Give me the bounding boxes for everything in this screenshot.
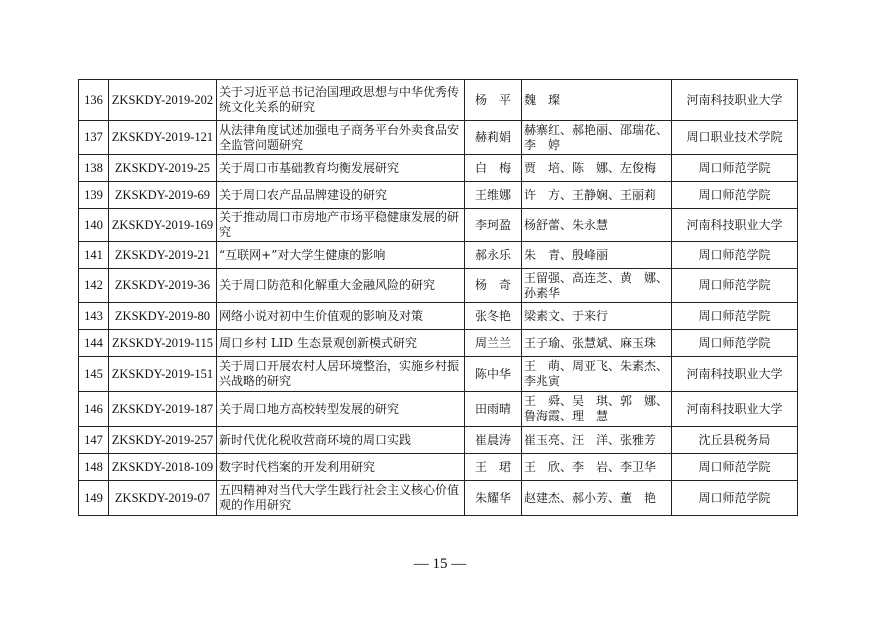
- cell-project-title: 关于周口开展农村人居环境整治，实施乡村振兴战略的研究: [217, 357, 465, 392]
- project-table: [78, 79, 798, 516]
- cell-project-title: 新时代优化税收营商环境的周口实践: [217, 427, 465, 454]
- cell-unit: 周口师范学院: [672, 242, 798, 269]
- cell-unit: 沈丘县税务局: [672, 427, 798, 454]
- cell-project-title: 数字时代档案的开发利用研究: [217, 454, 465, 481]
- cell-leader: 陈中华: [465, 357, 522, 392]
- cell-project-title: 关于习近平总书记治国理政思想与中华优秀传统文化关系的研究: [217, 80, 465, 121]
- cell-project-code: ZKSKDY-2019-151: [109, 357, 217, 392]
- cell-project-code: ZKSKDY-2018-109: [109, 454, 217, 481]
- cell-members: 王 欣、李 岩、李卫华: [522, 454, 672, 481]
- table-row: [79, 182, 798, 209]
- cell-leader: 赫莉娟: [465, 121, 522, 155]
- cell-unit: 周口师范学院: [672, 454, 798, 481]
- table-row: [79, 481, 798, 516]
- cell-project-title: 从法律角度试述加强电子商务平台外卖食品安全监管问题研究: [217, 121, 465, 155]
- cell-project-code: ZKSKDY-2019-115: [109, 330, 217, 357]
- cell-project-title: 关于周口地方高校转型发展的研究: [217, 392, 465, 427]
- cell-number: 136: [79, 80, 109, 121]
- cell-unit: 河南科技职业大学: [672, 357, 798, 392]
- cell-members: 王留强、高连芝、黄 娜、孙素华: [522, 269, 672, 303]
- cell-members: 赵建杰、郝小芳、董 艳: [522, 481, 672, 516]
- cell-project-title: 网络小说对初中生价值观的影响及对策: [217, 303, 465, 330]
- table-row: [79, 242, 798, 269]
- cell-project-code: ZKSKDY-2019-202: [109, 80, 217, 121]
- cell-members: 魏 璨: [522, 80, 672, 121]
- cell-members: 王 萌、周亚飞、朱素杰、李兆寅: [522, 357, 672, 392]
- cell-leader: 朱耀华: [465, 481, 522, 516]
- cell-project-title: 关于周口市基础教育均衡发展研究: [217, 155, 465, 182]
- table-row: [79, 330, 798, 357]
- cell-members: 赫寨红、郝艳丽、邵瑞花、李 婷: [522, 121, 672, 155]
- cell-unit: 河南科技职业大学: [672, 209, 798, 242]
- table-row: [79, 357, 798, 392]
- cell-leader: 张冬艳: [465, 303, 522, 330]
- cell-project-code: ZKSKDY-2019-07: [109, 481, 217, 516]
- cell-project-code: ZKSKDY-2019-121: [109, 121, 217, 155]
- cell-unit: 周口师范学院: [672, 269, 798, 303]
- cell-leader: 王 珺: [465, 454, 522, 481]
- table-body: [79, 80, 798, 516]
- cell-unit: 周口师范学院: [672, 481, 798, 516]
- cell-project-code: ZKSKDY-2019-257: [109, 427, 217, 454]
- cell-unit: 河南科技职业大学: [672, 392, 798, 427]
- cell-number: 143: [79, 303, 109, 330]
- cell-leader: 郝永乐: [465, 242, 522, 269]
- cell-project-title: 关于推动周口市房地产市场平稳健康发展的研究: [217, 209, 465, 242]
- cell-members: 崔玉亮、汪 洋、张雅芳: [522, 427, 672, 454]
- cell-unit: 周口师范学院: [672, 182, 798, 209]
- cell-unit: 周口师范学院: [672, 330, 798, 357]
- cell-leader: 崔晨涛: [465, 427, 522, 454]
- table-row: [79, 121, 798, 155]
- table-row: [79, 80, 798, 121]
- cell-number: 148: [79, 454, 109, 481]
- cell-leader: 李珂盈: [465, 209, 522, 242]
- cell-project-code: ZKSKDY-2019-187: [109, 392, 217, 427]
- cell-unit: 周口师范学院: [672, 303, 798, 330]
- cell-leader: 田雨晴: [465, 392, 522, 427]
- cell-members: 贾 培、陈 娜、左俊梅: [522, 155, 672, 182]
- cell-number: 140: [79, 209, 109, 242]
- cell-number: 145: [79, 357, 109, 392]
- cell-members: 朱 青、殷峰丽: [522, 242, 672, 269]
- cell-project-code: ZKSKDY-2019-36: [109, 269, 217, 303]
- table-row: [79, 209, 798, 242]
- cell-unit: 河南科技职业大学: [672, 80, 798, 121]
- cell-members: 王子瑜、张慧斌、麻玉珠: [522, 330, 672, 357]
- cell-number: 149: [79, 481, 109, 516]
- cell-project-code: ZKSKDY-2019-69: [109, 182, 217, 209]
- cell-project-title: “互联网+”对大学生健康的影响: [217, 242, 465, 269]
- cell-number: 137: [79, 121, 109, 155]
- cell-project-code: ZKSKDY-2019-21: [109, 242, 217, 269]
- table-row: [79, 427, 798, 454]
- cell-project-code: ZKSKDY-2019-25: [109, 155, 217, 182]
- cell-project-title: 关于周口农产品品牌建设的研究: [217, 182, 465, 209]
- cell-number: 147: [79, 427, 109, 454]
- cell-members: 王 舜、吴 琪、郭 娜、鲁海霞、理 慧: [522, 392, 672, 427]
- cell-number: 142: [79, 269, 109, 303]
- cell-number: 139: [79, 182, 109, 209]
- cell-project-title: 周口乡村 LID 生态景观创新模式研究: [217, 330, 465, 357]
- cell-unit: 周口师范学院: [672, 155, 798, 182]
- cell-leader: 白 梅: [465, 155, 522, 182]
- cell-leader: 周兰兰: [465, 330, 522, 357]
- cell-members: 杨舒蕾、朱永慧: [522, 209, 672, 242]
- cell-project-title: 关于周口防范和化解重大金融风险的研究: [217, 269, 465, 303]
- cell-members: 许 方、王静娴、王丽莉: [522, 182, 672, 209]
- cell-number: 144: [79, 330, 109, 357]
- cell-unit: 周口职业技术学院: [672, 121, 798, 155]
- table-row: [79, 454, 798, 481]
- cell-project-code: ZKSKDY-2019-80: [109, 303, 217, 330]
- cell-members: 梁素文、于来行: [522, 303, 672, 330]
- cell-number: 138: [79, 155, 109, 182]
- table-row: [79, 269, 798, 303]
- table-row: [79, 155, 798, 182]
- cell-project-code: ZKSKDY-2019-169: [109, 209, 217, 242]
- table-row: [79, 303, 798, 330]
- cell-leader: 王维娜: [465, 182, 522, 209]
- cell-number: 146: [79, 392, 109, 427]
- cell-leader: 杨 奇: [465, 269, 522, 303]
- page-number: — 15 —: [413, 556, 467, 572]
- table-row: [79, 392, 798, 427]
- cell-project-title: 五四精神对当代大学生践行社会主义核心价值观的作用研究: [217, 481, 465, 516]
- cell-leader: 杨 平: [465, 80, 522, 121]
- cell-number: 141: [79, 242, 109, 269]
